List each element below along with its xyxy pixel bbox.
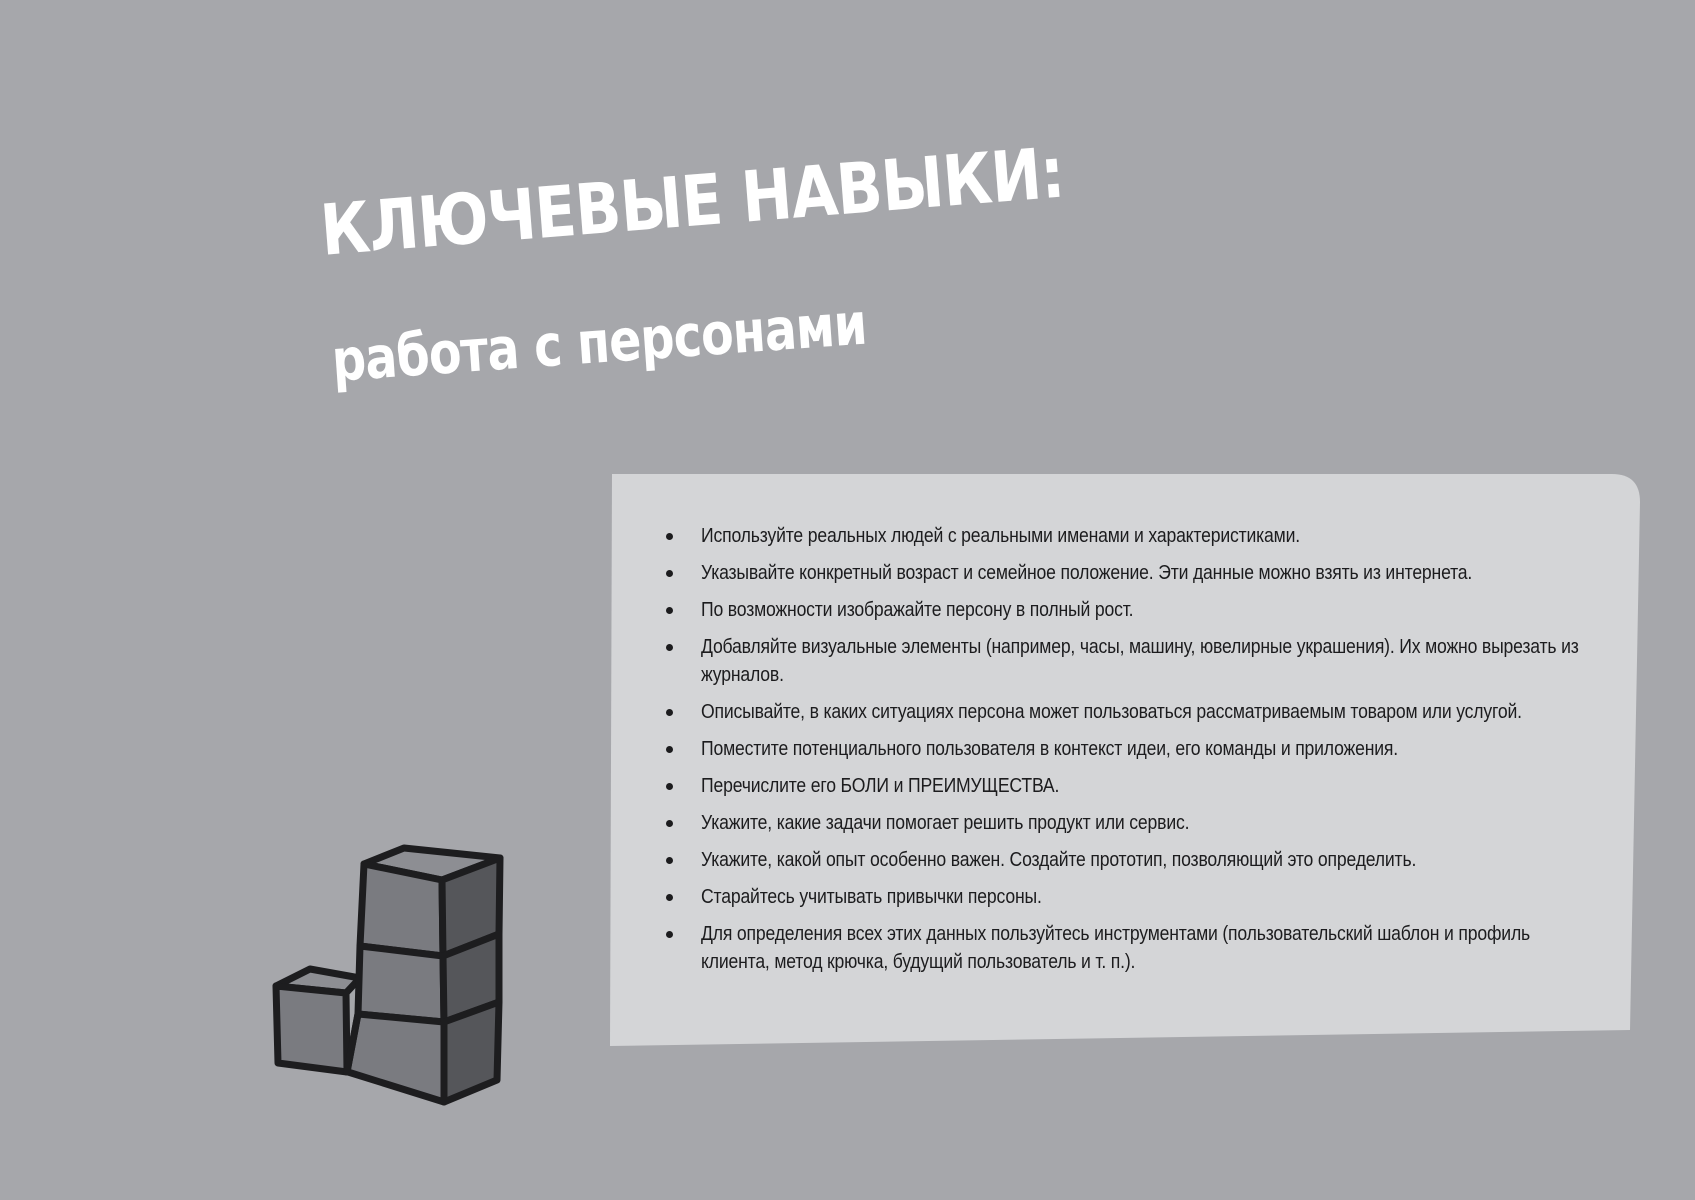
page-title: КЛЮЧЕВЫЕ НАВЫКИ: bbox=[317, 131, 1067, 272]
skills-list bbox=[656, 522, 1596, 985]
list-item: Для определения всех этих данных пользуйтесь инструментами (пользовательский шаблон и профиль клиента, метод крючка, будущий пользователь и т. п.). bbox=[656, 920, 1596, 976]
tall-stack-front-lower bbox=[347, 1014, 444, 1102]
list-item: Используйте реальных людей с реальными именами и характеристиками. bbox=[656, 522, 1596, 550]
list-item: Добавляйте визуальные элементы (например, часы, машину, ювелирные украшения). Их можно вырезать из журналов. bbox=[656, 633, 1596, 689]
list-item: Поместите потенциального пользователя в контекст идеи, его команды и приложения. bbox=[656, 735, 1596, 763]
list-item: Укажите, какой опыт особенно важен. Создайте прототип, позволяющий это определить. bbox=[656, 846, 1596, 874]
list-item: Укажите, какие задачи помогает решить продукт или сервис. bbox=[656, 809, 1596, 837]
list-item: По возможности изображайте персону в полный рост. bbox=[656, 596, 1596, 624]
tall-stack-front-middle bbox=[358, 946, 444, 1022]
key-skills-panel bbox=[608, 470, 1640, 1046]
tall-stack-side-lower bbox=[444, 1002, 499, 1102]
list-item: Указывайте конкретный возраст и семейное положение. Эти данные можно взять из интернета. bbox=[656, 559, 1596, 587]
small-cube-front bbox=[276, 986, 347, 1072]
list-item: Старайтесь учитывать привычки персоны. bbox=[656, 883, 1596, 911]
tall-stack-front-upper bbox=[360, 864, 443, 956]
heading bbox=[317, 131, 1067, 436]
list-item: Описывайте, в каких ситуациях персона может пользоваться рассматриваемым товаром или услугой. bbox=[656, 698, 1596, 726]
stacked-cubes-illustration bbox=[268, 836, 508, 1120]
page-subtitle: работа с персонами bbox=[329, 289, 869, 395]
list-item: Перечислите его БОЛИ и ПРЕИМУЩЕСТВА. bbox=[656, 772, 1596, 800]
